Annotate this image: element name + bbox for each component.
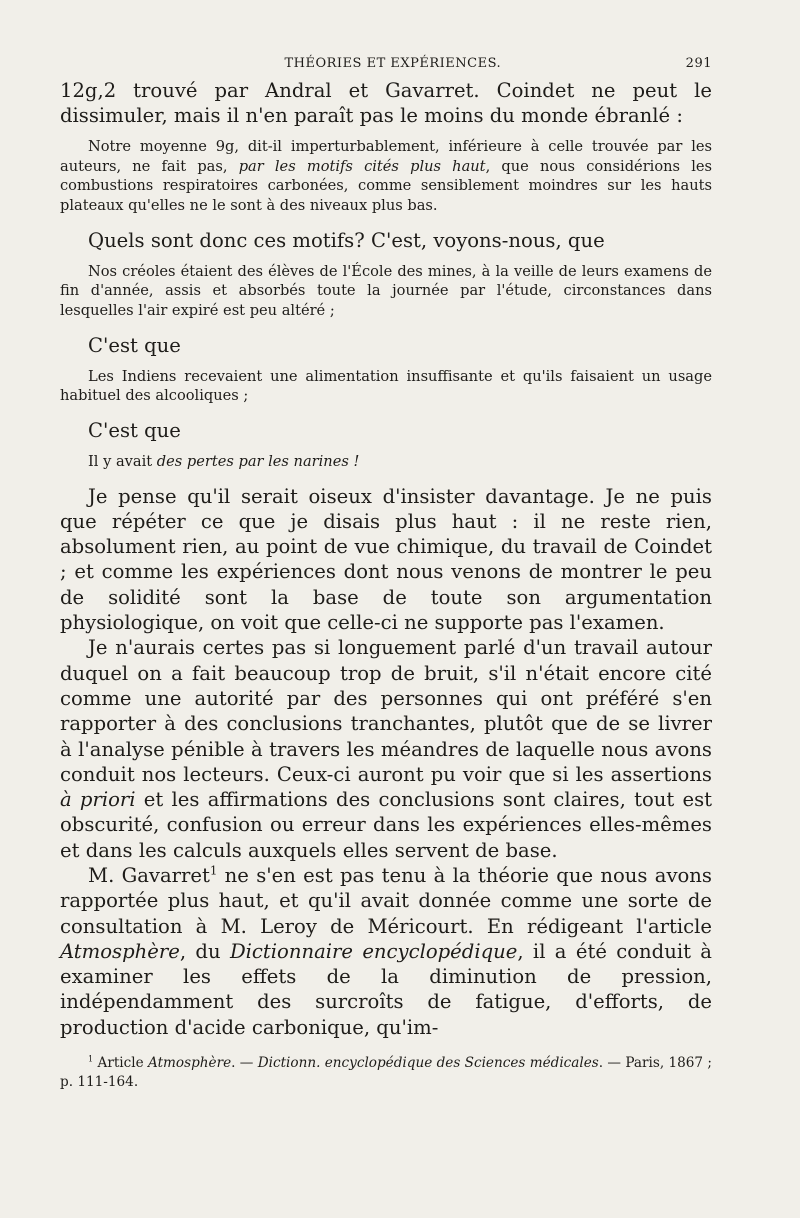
running-header: [60, 56, 712, 78]
page-number: 291: [685, 56, 712, 71]
running-title: THÉORIES ET EXPÉRIENCES.: [284, 56, 502, 71]
book-page: [60, 56, 712, 1091]
quotation-2: Nos créoles étaient des élèves de l'École des mines, à la veille de leurs examens de fin d'année, assis et absorbés toute la journée par l'étude, circonstances dans lesquelles l'air expiré est peu altéré ;: [60, 262, 712, 320]
paragraph-3: C'est que: [88, 334, 181, 358]
paragraph-7: M. Gavarret$^1$ ne s'en est pas tenu à la théorie que nous avons rapportée plus haut, et qu'il avait donnée comme une sorte de consultation à M. Leroy de Méricourt. En rédigeant l'article Atmosphère, du Dictionnaire encyclopédique, il a été conduit à examiner les effets de la diminution de pression, indépendamment des surcroîts de fatigue, d'efforts, de production d'acide carbonique, qu'im-: [60, 863, 712, 1039]
quotation-3: Les Indiens recevaient une alimentation insuffisante et qu'ils faisaient un usage habituel des alcooliques ;: [60, 367, 712, 405]
quotation-1: Notre moyenne 9g, dit-il imperturbablement, inférieure à celle trouvée par les auteurs, ne fait pas, par les motifs cités plus haut, que nous considérions les combustions respiratoires carbonées, comme sensiblement moindres sur les hauts plateaux qu'elles ne le sont à des niveaux plus bas.: [60, 137, 712, 215]
quotation-4: Il y avait des pertes par les narines !: [88, 452, 360, 470]
footnote-marker: 1: [88, 1053, 94, 1064]
footnote: $^1$ Article Atmosphère. — Dictionn. encyclopédique des Sciences médicales. — Paris, 1867 ; p. 111-164.: [60, 1053, 712, 1090]
paragraph-4: C'est que: [88, 419, 181, 443]
paragraph-6: Je n'aurais certes pas si longuement parlé d'un travail autour duquel on a fait beaucoup trop de bruit, s'il n'était encore cité comme une autorité par des personnes qui ont préféré s'en rapporter à des conclusions tranchantes, plutôt que de se livrer à l'analyse pénible à travers les méandres de laquelle nous avons conduit nos lecteurs. Ceux-ci auront pu voir que si les assertions à priori et les affirmations des conclusions sont claires, tout est obscurité, confusion ou erreur dans les expériences elles-mêmes et dans les calculs auxquels elles servent de base.: [60, 636, 713, 862]
paragraph-1: 12g,2 trouvé par Andral et Gavarret. Coindet ne peut le dissimuler, mais il n'en paraît pas le moins du monde ébranlé :: [60, 79, 712, 128]
footnote-ref: 1: [209, 863, 218, 878]
paragraph-5: Je pense qu'il serait oiseux d'insister davantage. Je ne puis que répéter ce que je disais plus haut : il ne reste rien, absolument rien, au point de vue chimique, du travail de Coindet ; et comme les expériences dont nous venons de montrer le peu de solidité sont la base de toute son argumentation physiologique, on voit que celle-ci ne supporte pas l'examen.: [60, 484, 712, 635]
paragraph-2: Quels sont donc ces motifs? C'est, voyons-nous, que: [88, 229, 605, 253]
